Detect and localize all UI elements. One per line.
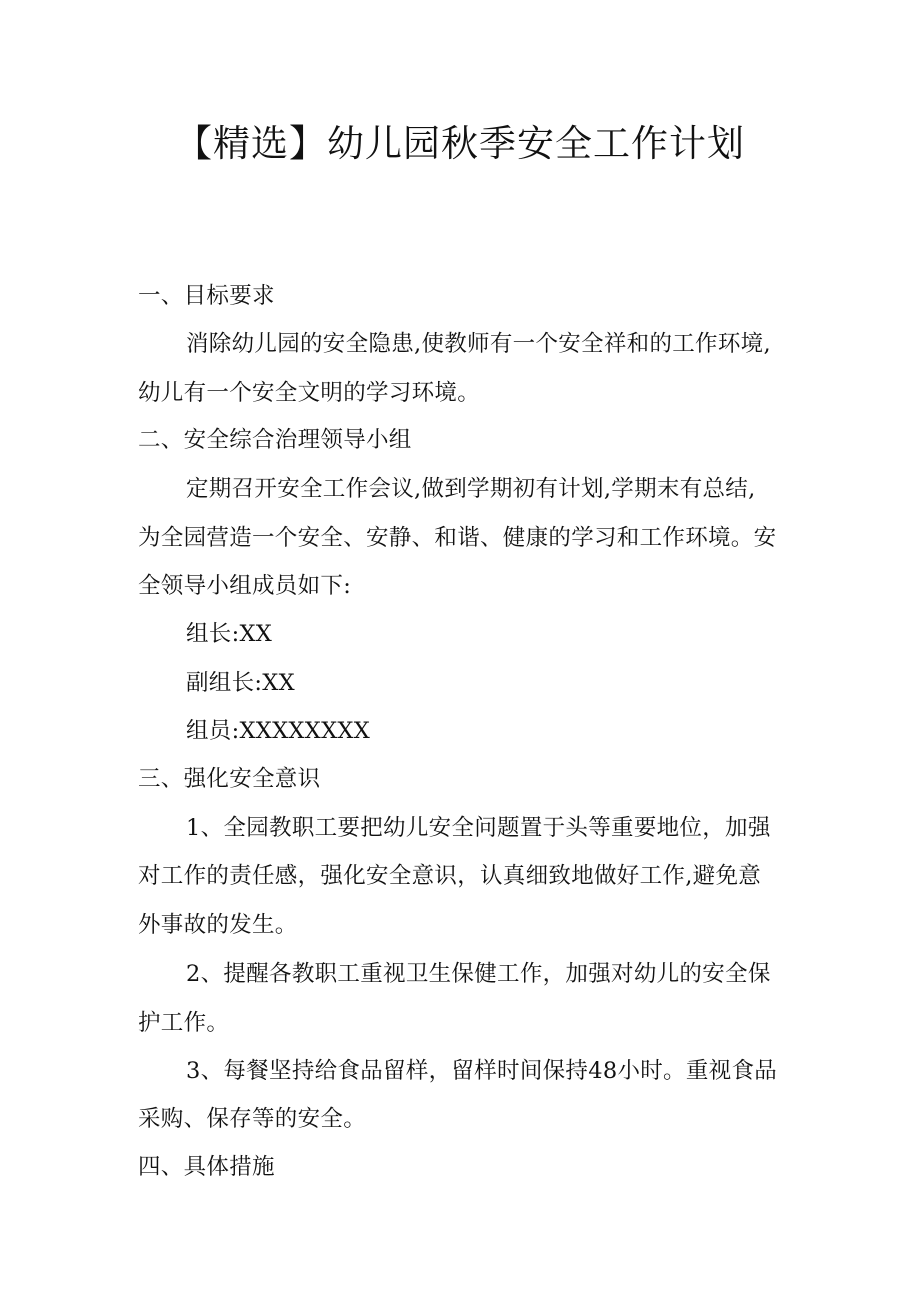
section-heading-measures: 四、具体措施 — [138, 1154, 275, 1180]
paragraph-line: 3、每餐坚持给食品留样，留样时间保持48小时。重视食品 — [186, 1058, 778, 1084]
member-group: 组员:XXXXXXXX — [186, 718, 371, 744]
member-leader: 组长:XX — [186, 621, 273, 647]
paragraph-line: 定期召开安全工作会议,做到学期初有计划,学期末有总结, — [186, 476, 756, 502]
paragraph-line: 对工作的责任感，强化安全意识，认真细致地做好工作,避免意 — [138, 863, 762, 889]
paragraph-line: 2、提醒各教职工重视卫生保健工作，加强对幼儿的安全保 — [186, 961, 771, 987]
paragraph-line: 1、全园教职工要把幼儿安全问题置于头等重要地位，加强 — [186, 815, 771, 841]
paragraph-line: 全领导小组成员如下: — [138, 573, 352, 599]
paragraph-line: 幼儿有一个安全文明的学习环境。 — [138, 380, 481, 406]
paragraph-line: 为全园营造一个安全、安静、和谐、健康的学习和工作环境。安 — [138, 525, 777, 551]
paragraph-line: 护工作。 — [138, 1010, 230, 1036]
paragraph-line: 消除幼儿园的安全隐患,使教师有一个安全祥和的工作环境, — [186, 331, 771, 357]
document-title: 【精选】幼儿园秋季安全工作计划 — [175, 122, 745, 165]
section-heading-leadership: 二、安全综合治理领导小组 — [138, 427, 412, 453]
section-heading-goals: 一、目标要求 — [138, 283, 275, 309]
member-deputy: 副组长:XX — [186, 670, 295, 696]
paragraph-line: 外事故的发生。 — [138, 912, 298, 938]
paragraph-line: 采购、保存等的安全。 — [138, 1106, 367, 1132]
section-heading-awareness: 三、强化安全意识 — [138, 766, 321, 792]
